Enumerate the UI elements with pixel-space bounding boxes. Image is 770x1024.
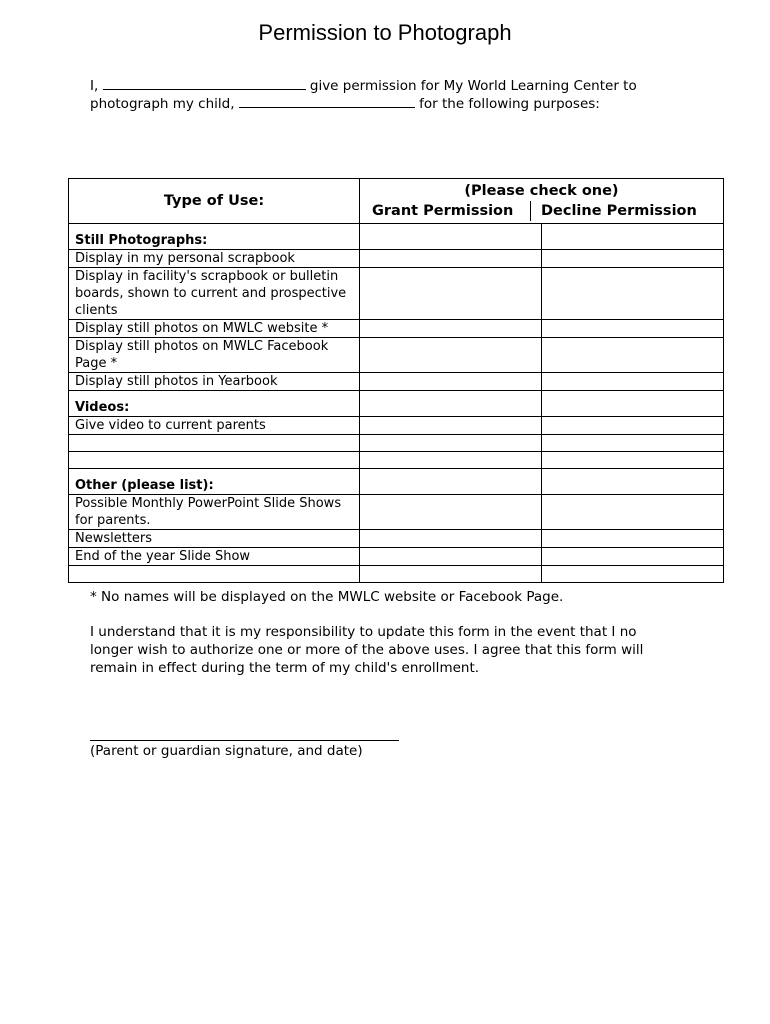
grant-checkbox[interactable] xyxy=(360,250,542,268)
check-one-label: (Please check one) xyxy=(464,183,619,199)
grant-checkbox[interactable] xyxy=(360,530,542,548)
grant-checkbox[interactable] xyxy=(360,495,542,530)
use-item-label: Display still photos in Yearbook xyxy=(69,373,360,391)
intro-line1-prefix: I, xyxy=(90,78,99,94)
decline-checkbox[interactable] xyxy=(542,250,724,268)
use-item-label: Newsletters xyxy=(69,530,360,548)
grant-checkbox[interactable] xyxy=(360,452,542,469)
intro-line1-suffix: give permission for My World Learning Center to xyxy=(309,78,637,94)
child-name-field[interactable] xyxy=(239,96,415,108)
decline-checkbox[interactable] xyxy=(542,548,724,566)
decline-checkbox[interactable] xyxy=(542,452,724,469)
blank-use-row[interactable] xyxy=(69,435,360,452)
page-title: Permission to Photograph xyxy=(258,20,512,45)
decline-checkbox[interactable] xyxy=(542,268,724,320)
use-item-label: Display in my personal scrapbook xyxy=(69,250,360,268)
grant-checkbox[interactable] xyxy=(360,373,542,391)
grant-checkbox[interactable] xyxy=(360,548,542,566)
grant-checkbox[interactable] xyxy=(360,268,542,320)
decline-checkbox[interactable] xyxy=(542,320,724,338)
decline-checkbox[interactable] xyxy=(542,495,724,530)
other-heading: Other (please list): xyxy=(69,469,360,495)
still-photographs-heading: Still Photographs: xyxy=(69,224,360,250)
grant-checkbox[interactable] xyxy=(360,435,542,452)
use-item-label: End of the year Slide Show xyxy=(69,548,360,566)
grant-checkbox[interactable] xyxy=(360,566,542,583)
decline-checkbox[interactable] xyxy=(542,373,724,391)
parent-name-field[interactable] xyxy=(103,78,306,90)
type-of-use-label: Type of Use: xyxy=(163,192,265,209)
footnote: * No names will be displayed on the MWLC website or Facebook Page. xyxy=(90,589,564,605)
decline-checkbox[interactable] xyxy=(542,417,724,435)
permission-table xyxy=(68,178,724,583)
blank-use-row[interactable] xyxy=(69,566,360,583)
responsibility-paragraph: I understand that it is my responsibility to update this form in the event that I no longer wish to authorize one or more of the above uses. I agree that this form will remain in effect during the term of my child's enrollment. xyxy=(90,624,644,676)
decline-permission-header: Decline Permission xyxy=(541,203,697,219)
use-item-label: Possible Monthly PowerPoint Slide Shows for parents. xyxy=(69,495,360,530)
grant-checkbox[interactable] xyxy=(360,320,542,338)
intro-text xyxy=(90,77,637,113)
use-item-label: Display still photos on MWLC website * xyxy=(69,320,360,338)
use-item-label: Display in facility's scrapbook or bulletin boards, shown to current and prospective clients xyxy=(69,268,360,320)
use-item-label: Give video to current parents xyxy=(69,417,360,435)
check-one-header xyxy=(360,179,724,224)
grant-checkbox[interactable] xyxy=(360,338,542,373)
blank-use-row[interactable] xyxy=(69,452,360,469)
grant-checkbox[interactable] xyxy=(360,417,542,435)
signature-label: (Parent or guardian signature, and date) xyxy=(90,743,363,759)
decline-checkbox[interactable] xyxy=(542,338,724,373)
decline-checkbox[interactable] xyxy=(542,435,724,452)
grant-permission-header: Grant Permission xyxy=(366,201,531,221)
intro-line2-prefix: photograph my child, xyxy=(90,96,235,112)
decline-checkbox[interactable] xyxy=(542,566,724,583)
use-item-label: Display still photos on MWLC Facebook Page * xyxy=(69,338,360,373)
type-of-use-header xyxy=(69,179,360,224)
intro-line2-suffix: for the following purposes: xyxy=(419,96,600,112)
decline-checkbox[interactable] xyxy=(542,530,724,548)
videos-heading: Videos: xyxy=(69,391,360,417)
signature-line[interactable] xyxy=(90,740,399,741)
